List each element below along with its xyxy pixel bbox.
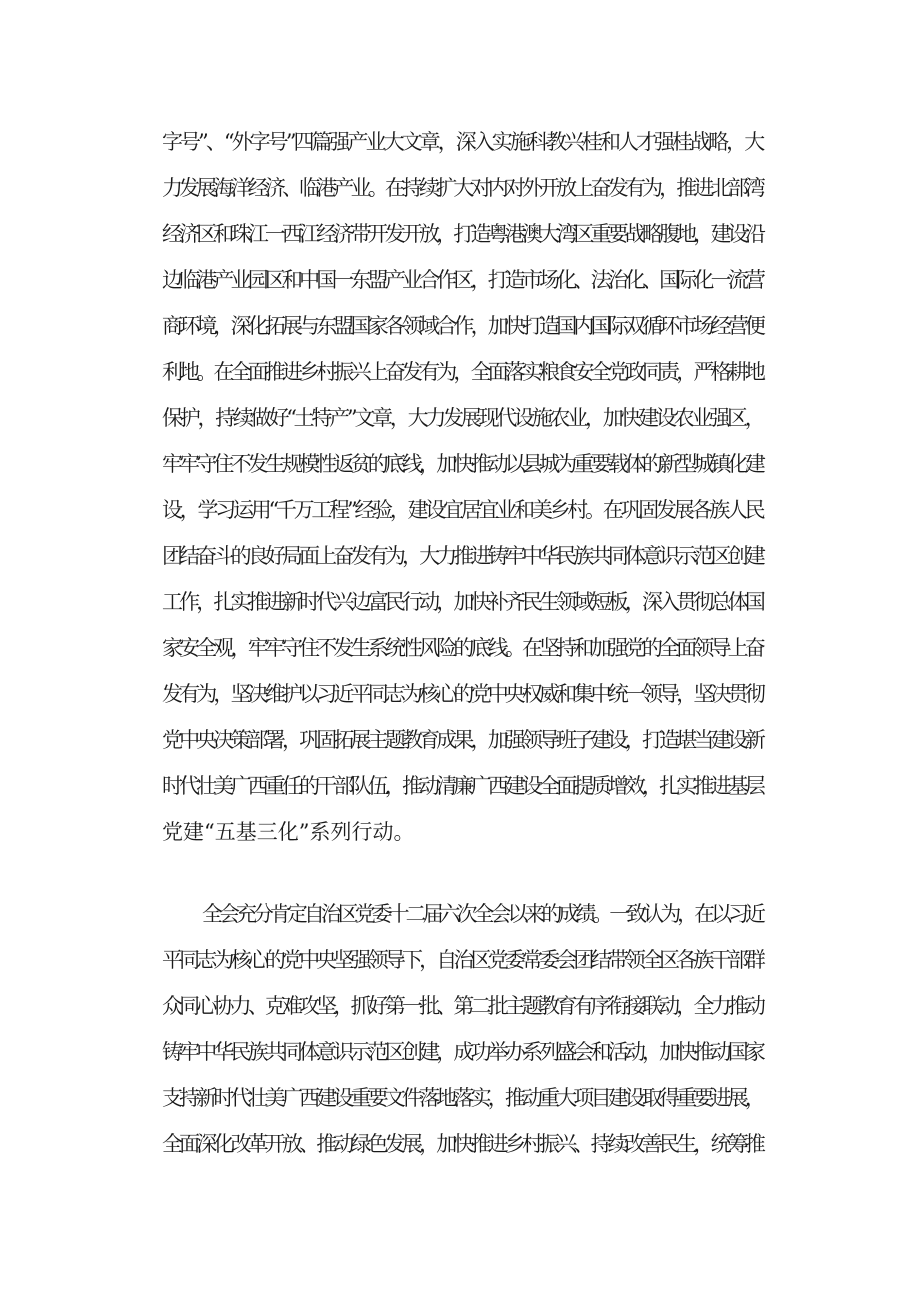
paragraph-line: 党建“五基三化”系列行动。 <box>162 820 415 844</box>
paragraph-line: 团结奋斗的良好局面上奋发有为，大力推进铸牢中华民族共同体意识示范区创建 <box>162 544 763 568</box>
paragraph-line: 发有为，坚决维护以习近平同志为核心的党中央权威和集中统一领导，坚决贯彻 <box>162 682 763 706</box>
paragraph-line: 平同志为核心的党中央坚强领导下，自治区党委常委会团结带领全区各族干部群 <box>162 948 763 972</box>
paragraph-line: 经济区和珠江一西江经济带开发开放，打造粤港澳大湾区重要战略腹地，建设沿 <box>162 222 763 246</box>
paragraph-line: 力发展海洋经济、临港产业。在持续扩大对内对外开放上奋发有为，推进北部湾 <box>162 176 763 200</box>
paragraph-line: 保护，持续做好“土特产”文章，大力发展现代设施农业，加快建设农业强区， <box>162 406 763 430</box>
paragraph-line: 全面深化改革开放、推动绿色发展，加快推进乡村振兴、持续改善民生，统筹推 <box>162 1132 763 1156</box>
paragraph-line: 家安全观，牢牢守住不发生系统性风险的底线。在坚持和加强党的全面领导上奋 <box>162 636 763 660</box>
paragraph-line: 铸牢中华民族共同体意识示范区创建，成功举办系列盛会和活动，加快推动国家 <box>162 1040 763 1064</box>
paragraph-line: 支持新时代壮美广西建设重要文件落地落实，推动重大项目建设取得重要进展， <box>162 1086 763 1110</box>
paragraph-line: 利地。在全面推进乡村振兴上奋发有为，全面落实粮食安全党政同责，严格耕地 <box>162 360 763 384</box>
paragraph-line: 字号”、“外字号”四篇强产业大文章，深入实施科教兴桂和人才强桂战略，大 <box>162 130 763 154</box>
paragraph-line: 全会充分肯定自治区党委十二届六次全会以来的成绩。一致认为，在以习近 <box>202 902 763 926</box>
paragraph-line: 牢牢守住不发生规模性返贫的底线，加快推动以县城为重要载体的新型城镇化建 <box>162 452 763 476</box>
paragraph-line: 党中央决策部署，巩固拓展主题教育成果，加强领导班子建设，打造堪当建设新 <box>162 728 763 752</box>
paragraph-line: 边临港产业园区和中国一东盟产业合作区，打造市场化、法治化、国际化一流营 <box>162 268 763 292</box>
paragraph-line: 时代壮美广西重任的干部队伍，推动清廉广西建设全面提质增效，扎实推进基层 <box>162 774 763 798</box>
paragraph-line: 工作，扎实推进新时代兴边富民行动，加快补齐民生领域短板，深入贯彻总体国 <box>162 590 763 614</box>
paragraph-line: 众同心协力、克难攻坚，抓好第一批、第二批主题教育有序衔接联动，全力推动 <box>162 994 763 1018</box>
paragraph-line: 商环境，深化拓展与东盟国家各领域合作，加快打造国内国际双循环市场经营便 <box>162 314 763 338</box>
paragraph-line: 设，学习运用“千万工程”经验，建设宜居宜业和美乡村。在巩固发展各族人民 <box>162 498 763 522</box>
